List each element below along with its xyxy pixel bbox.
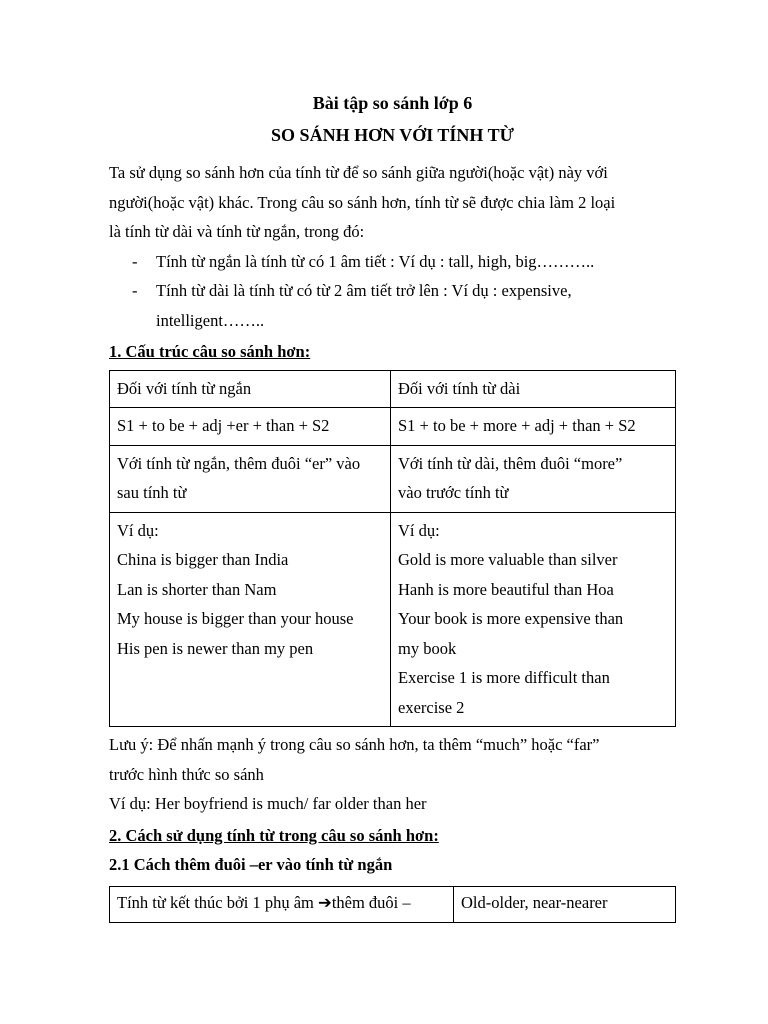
table-cell: Đối với tính từ ngắn [110,370,391,408]
adjective-types-list [109,247,676,336]
list-item-text: intelligent…….. [156,310,265,330]
table-row [110,445,676,512]
intro-paragraph [109,158,676,247]
example-line: Your book is more expensive than [398,609,624,628]
table-cell: Đối với tính từ dài [391,370,676,408]
table-cell [110,512,391,727]
document-subtitle: SO SÁNH HƠN VỚI TÍNH TỪ [271,125,514,145]
table-row [110,886,676,923]
example-line: Lan is shorter than Nam [117,579,277,599]
table-cell [391,445,676,512]
list-item-text: Tính từ dài là tính từ có từ 2 âm tiết trở lên : Ví dụ : expensive, [156,281,572,300]
examples-label: Ví dụ: [117,520,159,540]
note-example: Ví dụ: Her boyfriend is much/ far older than her [109,794,427,813]
note-paragraph [109,730,676,819]
section-heading-usage: 2. Cách sử dụng tính từ trong câu so sánh hơn: [109,825,439,845]
list-item-text: Tính từ ngắn là tính từ có 1 âm tiết : Ví dụ : tall, high, big……….. [156,251,595,271]
example-line: His pen is newer than my pen [117,638,314,658]
document-page [109,88,676,923]
intro-line: Ta sử dụng so sánh hơn của tính từ để so sánh giữa người(hoặc vật) này với [109,163,608,182]
example-line: Exercise 1 is more difficult than [398,668,610,687]
table-cell: S1 + to be + more + adj + than + S2 [391,408,676,446]
table-cell: S1 + to be + adj +er + than + S2 [110,408,391,446]
cell-line: Với tính từ dài, thêm đuôi “more” [398,453,623,473]
subsection-heading: 2.1 Cách thêm đuôi –er vào tính từ ngắn [109,855,393,874]
table-row [110,512,676,727]
intro-line: là tính từ dài và tính từ ngắn, trong đó: [109,222,365,241]
structure-table [109,370,676,728]
cell-line: sau tính từ [117,483,187,502]
dash-marker: - [132,251,138,271]
table-cell [391,512,676,727]
example-line: Gold is more valuable than silver [398,550,618,569]
example-line: China is bigger than India [117,550,289,569]
er-rules-table [109,886,676,924]
table-cell [110,445,391,512]
arrow-right-icon: ➔ [317,892,332,912]
example-line: my book [398,638,457,658]
cell-line: Với tính từ ngắn, thêm đuôi “er” vào [117,453,361,473]
list-item [109,247,676,277]
cell-line: vào trước tính từ [398,483,509,502]
example-line: Hanh is more beautiful than Hoa [398,579,614,599]
list-item [109,276,676,306]
intro-line: người(hoặc vật) khác. Trong câu so sánh hơn, tính từ sẽ được chia làm 2 loại [109,192,616,212]
table-cell [110,886,454,923]
table-cell: Old-older, near-nearer [454,886,676,923]
table-row [110,370,676,408]
example-line: exercise 2 [398,697,465,717]
example-line: My house is bigger than your house [117,609,354,628]
note-line: trước hình thức so sánh [109,764,264,784]
rule-text: thêm đuôi – [331,892,411,912]
table-row [110,408,676,446]
section-heading-structure: 1. Cấu trúc câu so sánh hơn: [109,342,311,361]
document-title: Bài tập so sánh lớp 6 [312,93,473,113]
list-item-continuation [109,306,676,336]
rule-text: Tính từ kết thúc bởi 1 phụ âm [117,892,318,912]
dash-marker: - [132,281,138,300]
note-line: Lưu ý: Để nhấn mạnh ý trong câu so sánh hơn, ta thêm “much” hoặc “far” [109,735,600,754]
examples-label: Ví dụ: [398,520,440,540]
